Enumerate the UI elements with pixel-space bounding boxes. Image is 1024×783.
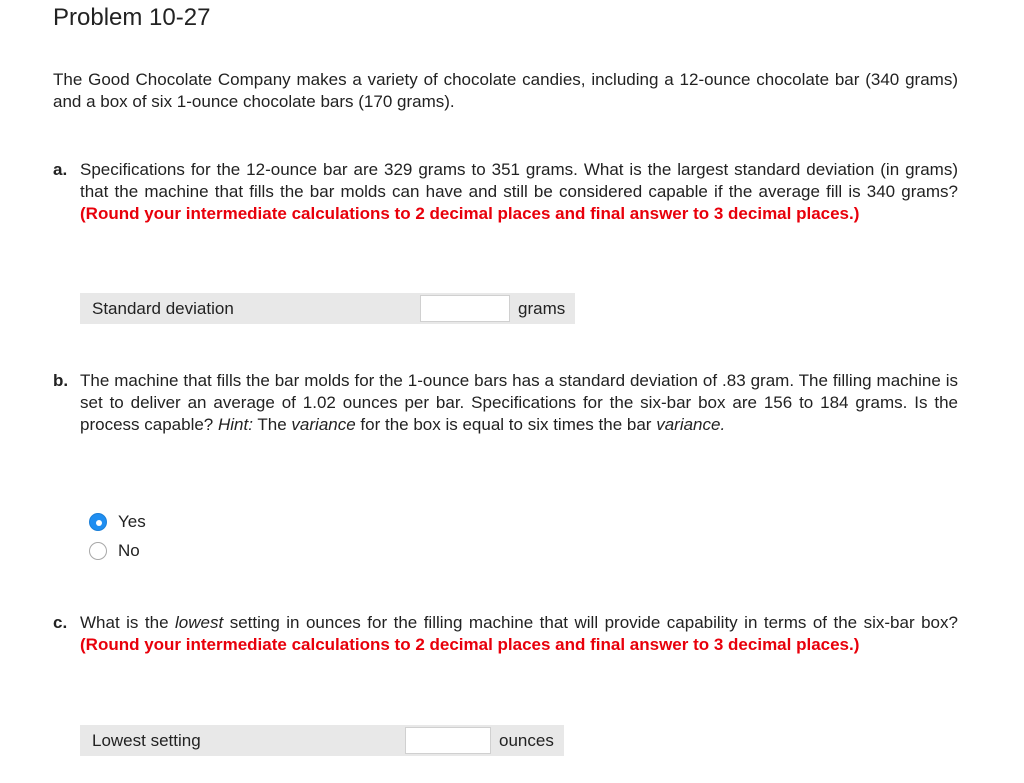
- lowest-setting-label: Lowest setting: [80, 725, 403, 756]
- question-a: [53, 159, 958, 225]
- lowest-word: lowest: [175, 613, 224, 632]
- question-b-body-3: for the box is equal to six times the bar: [360, 415, 652, 434]
- lowest-setting-input-wrap: [403, 725, 493, 756]
- question-b-letter: b.: [53, 371, 69, 390]
- lowest-setting-unit: ounces: [493, 725, 564, 756]
- question-a-instruction: (Round your intermediate calculations to 2 decimal places and final answer to 3 decimal places.): [80, 204, 860, 223]
- question-b: [53, 370, 958, 436]
- problem-title: Problem 10-27: [53, 4, 211, 31]
- radio-yes-selected-icon[interactable]: [89, 513, 107, 531]
- problem-intro: The Good Chocolate Company makes a variety of chocolate candies, including a 12-ounce chocolate bar (340 grams) and a box of six 1-ounce chocolate bars (170 grams).: [53, 70, 958, 111]
- radio-yes-label: Yes: [118, 511, 146, 531]
- standard-deviation-label: Standard deviation: [80, 293, 418, 324]
- question-a-text: [80, 159, 958, 225]
- question-a-letter: a.: [53, 160, 68, 179]
- standard-deviation-unit: grams: [512, 293, 575, 324]
- capability-radio-group: [89, 507, 146, 565]
- question-b-body: The machine that fills the bar molds for the 1-ounce bars has a standard deviation of .83 gram. The filling machine is set to deliver an average of 1.02 ounces per bar. Specifications for the six-bar box are 156 to 184 grams. Is the process capable?: [80, 371, 958, 434]
- variance-word-2: variance.: [656, 415, 726, 434]
- radio-option-yes[interactable]: [89, 507, 146, 536]
- variance-word-1: variance: [291, 415, 356, 434]
- question-c-body-2: setting in ounces for the filling machine that will provide capability in terms of the six-bar box?: [229, 613, 958, 632]
- standard-deviation-input[interactable]: [420, 295, 510, 322]
- lowest-setting-input[interactable]: [405, 727, 491, 754]
- standard-deviation-row: [80, 293, 575, 324]
- standard-deviation-input-wrap: [418, 293, 512, 324]
- question-b-text: [80, 370, 958, 436]
- question-c-letter: c.: [53, 613, 68, 632]
- question-a-body: Specifications for the 12-ounce bar are 329 grams to 351 grams. What is the largest standard deviation (in grams) that the machine that fills the bar molds can have and still be considered capable if the average fill is 340 grams?: [80, 160, 958, 201]
- question-c-text: [80, 612, 958, 656]
- radio-no-unselected-icon[interactable]: [89, 542, 107, 560]
- lowest-setting-row: [80, 725, 564, 756]
- radio-no-label: No: [118, 540, 140, 560]
- question-c-body: What is the: [80, 613, 169, 632]
- question-b-body-2: The: [257, 415, 287, 434]
- radio-option-no[interactable]: [89, 536, 146, 565]
- question-c: [53, 612, 958, 656]
- question-c-instruction: (Round your intermediate calculations to 2 decimal places and final answer to 3 decimal places.): [80, 635, 860, 654]
- hint-label: Hint:: [218, 415, 253, 434]
